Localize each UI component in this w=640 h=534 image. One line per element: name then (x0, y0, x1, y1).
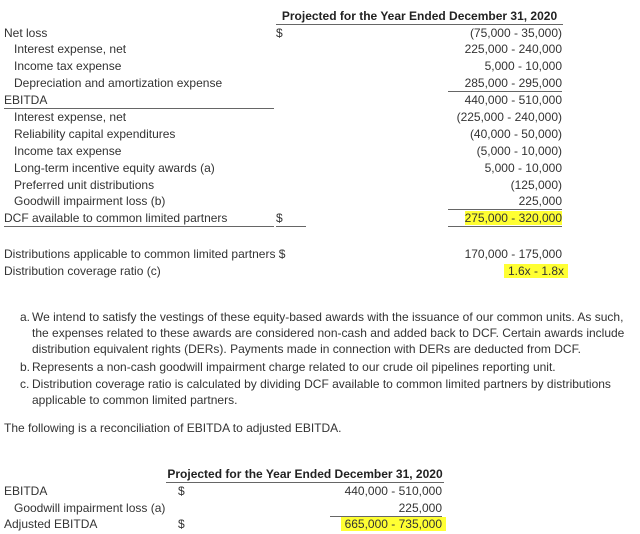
coverage-ratio-value (400, 264, 568, 279)
table1-label-reliability: Reliability capital expenditures (14, 127, 176, 141)
table2-dollar-adjusted: $ (178, 517, 185, 531)
table2-header: Projected for the Year Ended December 31, 2020 (167, 467, 443, 481)
table1-label-preferred: Preferred unit distributions (14, 178, 155, 192)
table1-label-incentive: Long-term incentive equity awards (a) (14, 161, 215, 175)
table1-label-net-loss: Net loss (4, 26, 48, 40)
table1-value-reliability: (40,000 - 50,000) (469, 127, 562, 141)
distributions-label: Distributions applicable to common limited partners $ (4, 247, 286, 261)
table2-value-goodwill: 225,000 (330, 501, 442, 517)
table1-label-depreciation: Depreciation and amortization expense (14, 76, 223, 90)
table1-value-preferred: (125,000) (510, 178, 562, 192)
adjusted-ebitda-highlight: 665,000 - 735,000 (341, 517, 446, 531)
table1-dollar-net-loss: $ (276, 26, 283, 40)
table1-value-income-tax-2: (5,000 - 10,000) (476, 144, 562, 158)
table1-label-dcf: DCF available to common limited partners (4, 211, 274, 227)
table2-label-goodwill: Goodwill impairment loss (a) (14, 501, 166, 515)
table2-value-adjusted (300, 517, 446, 532)
table2-value-ebitda: 440,000 - 510,000 (344, 484, 442, 498)
footnote-a-marker: a. (20, 310, 31, 324)
table1-label-interest: Interest expense, net (14, 42, 127, 56)
table1-label-income-tax-2: Income tax expense (14, 144, 122, 158)
footnote-a-text: We intend to satisfy the vestings of these equity-based awards with the issuance of our common units. As such, the expenses related to these awards are considered non-cash and added back to DCF. Certain awards include distribution equivalent rights (DERs). Payments made in connection with DERs are deducted from DCF. (32, 310, 625, 356)
table1-value-dcf (448, 211, 562, 227)
coverage-highlight: 1.6x - 1.8x (504, 264, 568, 278)
table1-value-depreciation: 285,000 - 295,000 (448, 76, 562, 92)
table1-value-interest-2: (225,000 - 240,000) (456, 110, 562, 124)
footnote-c-text: Distribution coverage ratio is calculated by dividing DCF available to common limited partners by distributions applicable to common limited partners. (32, 377, 611, 407)
footnote-c-marker: c. (20, 377, 30, 391)
table1-label-interest-2: Interest expense, net (14, 110, 127, 124)
table1-value-net-loss: (75,000 - 35,000) (469, 26, 562, 40)
table1-label-income-tax: Income tax expense (14, 59, 122, 73)
footnote-b (20, 359, 640, 375)
dcf-highlight: 275,000 - 320,000 (464, 211, 562, 225)
distributions-value: 170,000 - 175,000 (464, 247, 562, 261)
table1-value-ebitda: 440,000 - 510,000 (464, 93, 562, 107)
footnote-a (20, 309, 640, 357)
table1-value-incentive: 5,000 - 10,000 (484, 161, 562, 175)
table1-label-goodwill: Goodwill impairment loss (b) (14, 194, 166, 208)
footnote-b-text: Represents a non-cash goodwill impairment charge related to our crude oil pipelines reporting unit. (32, 360, 556, 374)
table1-header: Projected for the Year Ended December 31, 2020 (276, 9, 563, 25)
table1-label-ebitda: EBITDA (4, 93, 274, 109)
footnote-b-marker: b. (20, 360, 31, 374)
coverage-ratio-label: Distribution coverage ratio (c) (4, 264, 161, 278)
table1-dollar-dcf: $ (276, 211, 306, 227)
table1-value-interest: 225,000 - 240,000 (464, 42, 562, 56)
reconciliation-intro: The following is a reconciliation of EBITDA to adjusted EBITDA. (4, 421, 342, 435)
table1-value-goodwill: 225,000 (448, 194, 562, 210)
footnote-c (20, 376, 616, 408)
table2-label-adjusted: Adjusted EBITDA (4, 517, 98, 531)
table1-value-income-tax: 5,000 - 10,000 (484, 59, 562, 73)
table2-dollar-ebitda: $ (178, 484, 185, 498)
table2-label-ebitda: EBITDA (4, 484, 48, 498)
